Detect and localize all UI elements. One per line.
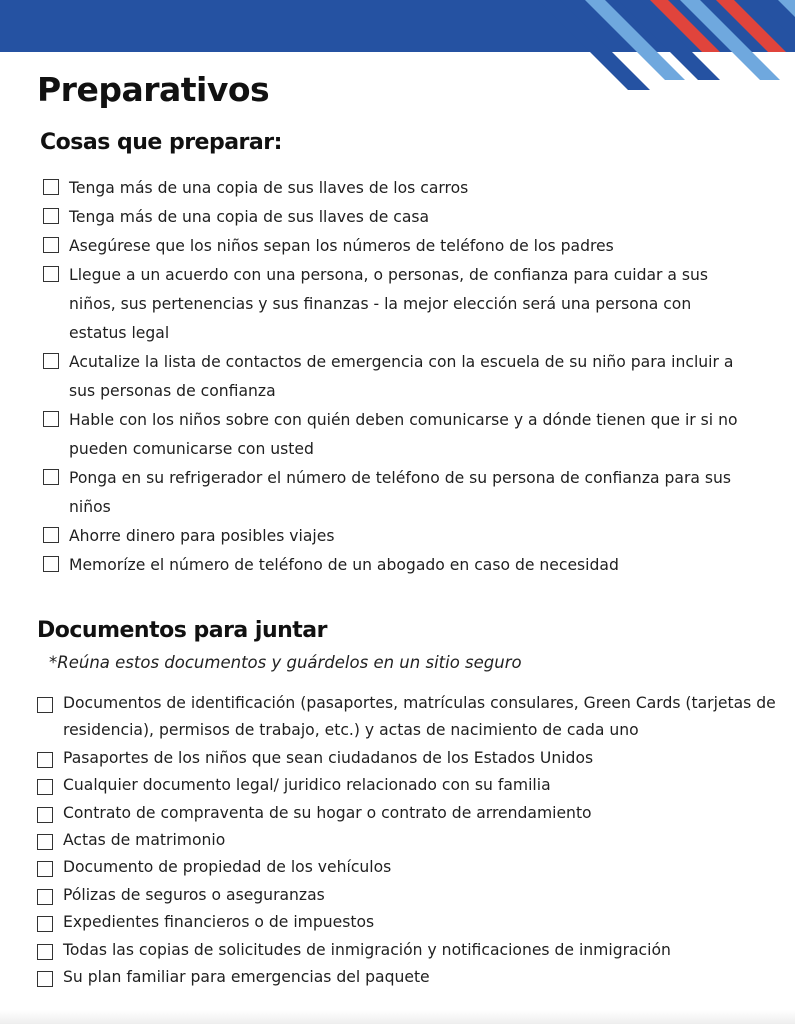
checkbox[interactable] [43,411,59,427]
checkbox[interactable] [43,266,59,282]
checkbox[interactable] [43,556,59,572]
page-bottom-edge [0,1010,795,1024]
checklist-item-label: Acutalize la lista de contactos de emergencia con la escuela de su niño para incluir a sus personas de confianza [69,353,734,400]
checklist-item [43,464,753,522]
checklist-item-label: Contrato de compraventa de su hogar o contrato de arrendamiento [63,803,592,822]
checkbox[interactable] [37,752,53,768]
checklist-item-label: Documentos de identificación (pasaportes, matrículas consulares, Green Cards (tarjetas de residencia), permisos de trabajo, etc.) y actas de nacimiento de cada uno [63,694,776,740]
checklist-item-label: Ponga en su refrigerador el número de teléfono de su persona de confianza para sus niños [69,469,732,516]
checklist-item [37,937,782,964]
checklist-item [37,745,782,772]
checklist-item [37,854,782,881]
checkbox[interactable] [37,807,53,823]
checkbox[interactable] [37,916,53,932]
checklist-item-label: Llegue a un acuerdo con una persona, o personas, de confianza para cuidar a sus niños, sus pertenencias y sus finanzas - la mejor elección será una persona con estatus legal [69,266,709,342]
checklist-item [37,772,782,799]
checkbox[interactable] [37,971,53,987]
checklist-cosas [43,174,753,580]
checklist-item-label: Cualquier documento legal/ juridico relacionado con su familia [63,776,551,795]
checklist-item [43,174,753,203]
checklist-item-label: Tenga más de una copia de sus llaves de casa [69,208,430,226]
checklist-item-label: Asegúrese que los niños sepan los números de teléfono de los padres [69,237,614,255]
checkbox[interactable] [37,889,53,905]
checklist-item-label: Pólizas de seguros o aseguranzas [63,885,325,904]
checklist-item [43,551,753,580]
checklist-item-label: Ahorre dinero para posibles viajes [69,527,335,545]
checklist-item-label: Todas las copias de solicitudes de inmigración y notificaciones de inmigración [63,940,671,959]
checklist-item-label: Hable con los niños sobre con quién deben comunicarse y a dónde tienen que ir si no pueden comunicarse con usted [69,411,738,458]
checklist-item [43,261,753,348]
checklist-item-label: Expedientes financieros o de impuestos [63,913,375,932]
checklist-item-label: Documento de propiedad de los vehículos [63,858,392,877]
checklist-item-label: Actas de matrimonio [63,831,226,850]
documents-note: *Reúna estos documentos y guárdelos en un sitio seguro [49,653,522,672]
section-heading-cosas: Cosas que preparar: [40,130,282,155]
checkbox[interactable] [37,779,53,795]
checklist-item [37,827,782,854]
checkbox[interactable] [37,697,53,713]
checklist-item [43,232,753,261]
checkbox[interactable] [43,527,59,543]
section-heading-documentos: Documentos para juntar [37,618,327,643]
checklist-item [43,348,753,406]
checklist-documentos [37,690,782,991]
checklist-item [43,203,753,232]
checkbox[interactable] [43,469,59,485]
checkbox[interactable] [37,861,53,877]
checklist-item [43,406,753,464]
checklist-item-label: Pasaportes de los niños que sean ciudadanos de los Estados Unidos [63,748,594,767]
checkbox[interactable] [43,208,59,224]
checklist-item-label: Su plan familiar para emergencias del paquete [63,968,430,987]
checkbox[interactable] [37,944,53,960]
checklist-item-label: Memoríze el número de teléfono de un abogado en caso de necesidad [69,556,619,574]
checkbox[interactable] [43,237,59,253]
checkbox[interactable] [43,353,59,369]
page-title: Preparativos [37,70,270,109]
checklist-item [37,909,782,936]
checklist-item [37,690,782,745]
checkbox[interactable] [43,179,59,195]
checklist-item [37,882,782,909]
checklist-item [43,522,753,551]
checklist-item [37,964,782,991]
checklist-item-label: Tenga más de una copia de sus llaves de los carros [69,179,469,197]
checkbox[interactable] [37,834,53,850]
checklist-item [37,800,782,827]
